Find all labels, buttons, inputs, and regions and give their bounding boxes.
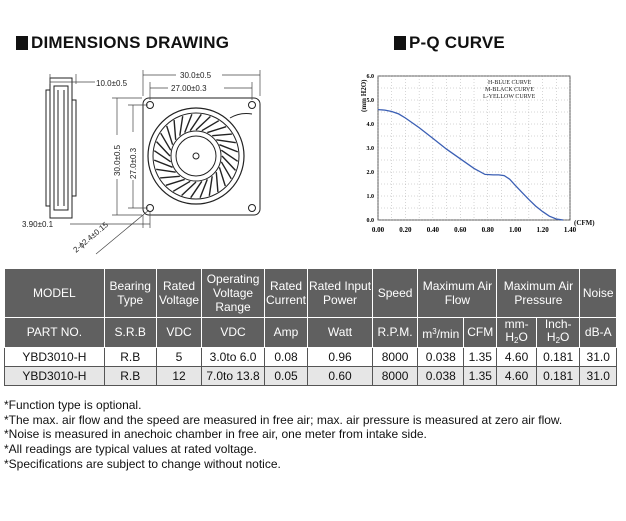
cell-pressure-inch: 0.181: [536, 367, 580, 386]
fan-front-view: [143, 98, 260, 215]
note-line: *Function type is optional.: [4, 398, 142, 412]
dim-inner-height: 27.0±0.3: [129, 147, 138, 179]
x-axis-ticks: [372, 226, 577, 234]
impeller-blade: [180, 116, 183, 136]
x-tick-label: 0.80: [481, 226, 494, 234]
title-square-icon: [16, 36, 28, 50]
impeller-blade: [209, 176, 212, 196]
unit-flow-metric: $m^3/\min$: [418, 318, 464, 348]
unit-current: Amp: [264, 318, 308, 348]
header-speed: Speed: [372, 269, 418, 318]
impeller-blade: [212, 134, 232, 136]
x-tick-label: 0.20: [399, 226, 412, 234]
unit-rated-voltage: VDC: [156, 318, 202, 348]
y-tick-label: 4.0: [366, 122, 374, 128]
cell-operating-voltage: 7.0to 13.8: [202, 367, 264, 386]
pq-curve-title-text: P-Q CURVE: [409, 33, 505, 52]
dimensions-drawing: [0, 60, 340, 260]
dimensions-title: [16, 33, 229, 53]
fan-side-view: [46, 78, 76, 218]
dim-hole-offset: 3.90±0.1: [22, 220, 54, 229]
table-header-row: [5, 269, 617, 318]
cell-flow-metric: 0.038: [418, 348, 464, 367]
unit-bearing: S.R.B: [104, 318, 156, 348]
legend-entry: L-YELLOW CURVE: [483, 94, 536, 100]
cell-speed: 8000: [372, 367, 418, 386]
legend-entry: M-BLACK CURVE: [485, 87, 535, 93]
unit-power: Watt: [308, 318, 372, 348]
cell-speed: 8000: [372, 348, 418, 367]
y-tick-label: 5.0: [366, 98, 374, 104]
table-unit-row: [5, 318, 617, 348]
unit-speed: R.P.M.: [372, 318, 418, 348]
header-bearing-type: Bearing Type: [104, 269, 156, 318]
note-line: *Noise is measured in anechoic chamber in free air, one meter from intake side.: [4, 427, 427, 442]
header-rated-input-power: Rated Input Power: [308, 269, 372, 318]
cell-power: 0.60: [308, 367, 372, 386]
y-tick-label: 1.0: [366, 194, 374, 200]
dim-height: 30.0±0.5: [113, 144, 122, 176]
impeller-blade: [219, 167, 225, 186]
legend-entry: H-BLUE CURVE: [488, 80, 532, 86]
dim-inner-width: 27.00±0.3: [171, 84, 207, 93]
impeller-blade: [191, 181, 202, 197]
unit-operating-voltage: VDC: [202, 318, 264, 348]
impeller-blade: [190, 114, 201, 130]
cell-pressure-mm: 4.60: [497, 348, 536, 367]
cell-bearing: R.B: [104, 348, 156, 367]
unit-noise: dB-A: [580, 318, 617, 348]
impeller-blade: [207, 127, 226, 133]
header-model: MODEL: [5, 269, 105, 318]
impeller-blade: [166, 179, 185, 185]
x-tick-label: 1.20: [536, 226, 549, 234]
y-axis-label: (mm H2O): [360, 79, 368, 112]
impeller-blade: [160, 176, 180, 178]
cell-rated-voltage: 12: [156, 367, 202, 386]
spec-table: [4, 268, 617, 386]
cell-flow-metric: 0.038: [418, 367, 464, 386]
dim-width: 30.0±0.5: [180, 71, 212, 80]
cell-flow-cfm: 1.35: [464, 367, 497, 386]
cell-pressure-mm: 4.60: [497, 367, 536, 386]
header-operating-voltage-range: Operating Voltage Range: [202, 269, 264, 318]
y-tick-label: 0.0: [366, 218, 374, 224]
unit-pressure-inch: Inch-$H_2O$: [536, 318, 580, 348]
header-max-air-pressure: Maximum Air Pressure: [497, 269, 580, 318]
dim-depth: 10.0±0.5: [96, 79, 128, 88]
cell-rated-voltage: 5: [156, 348, 202, 367]
impeller-blade: [216, 140, 236, 143]
note-line: *All readings are typical values at rated voltage.: [4, 442, 257, 457]
unit-pressure-mm: $mm-H_2O$: [497, 318, 536, 348]
cell-noise: 31.0: [580, 348, 617, 367]
cell-flow-cfm: 1.35: [464, 348, 497, 367]
cell-model: YBD3010-H: [5, 367, 105, 386]
table-row: [5, 367, 617, 386]
impeller-blades: [154, 114, 238, 198]
impeller-blade: [167, 126, 173, 145]
impeller-blade: [174, 120, 176, 140]
cell-current: 0.08: [264, 348, 308, 367]
header-noise: Noise: [580, 269, 617, 318]
chart-legend: [483, 80, 536, 100]
note-line: *Specifications are subject to change without notice.: [4, 456, 281, 471]
x-tick-label: 0.00: [371, 226, 385, 234]
header-rated-current: Rated Current: [264, 269, 308, 318]
cell-bearing: R.B: [104, 367, 156, 386]
header-rated-voltage: Rated Voltage: [156, 269, 202, 318]
unit-part-no: PART NO.: [5, 318, 105, 348]
table-row: [5, 348, 617, 367]
x-tick-label: 0.40: [426, 226, 439, 234]
cell-current: 0.05: [264, 367, 308, 386]
pq-chart: [340, 60, 620, 245]
note-line: *The max. air flow and the speed are measured in free air; max. air pressure is measured at zero air flow.: [4, 412, 563, 427]
impeller-blade: [216, 172, 218, 192]
dim-hole: 2-ϕ2.4±0.15: [71, 220, 110, 255]
chart-grid: [378, 76, 570, 220]
x-axis-label: (CFM): [574, 219, 595, 227]
y-tick-label: 6.0: [366, 74, 374, 80]
y-tick-label: 3.0: [366, 146, 374, 152]
x-tick-label: 1.40: [563, 226, 577, 234]
pq-curve-title: [394, 33, 505, 53]
cell-noise: 31.0: [580, 367, 617, 386]
header-max-air-flow: Maximum Air Flow: [418, 269, 497, 318]
impeller-blade: [221, 150, 237, 161]
dimensions-title-text: DIMENSIONS DRAWING: [31, 33, 230, 52]
series-line-h-blue: [378, 110, 563, 220]
impeller-blade: [154, 151, 170, 162]
cell-operating-voltage: 3.0to 6.0: [202, 348, 264, 367]
y-tick-label: 2.0: [366, 170, 374, 176]
cell-model: YBD3010-H: [5, 348, 105, 367]
impeller-blade: [156, 169, 176, 172]
cell-power: 0.96: [308, 348, 372, 367]
unit-flow-cfm: CFM: [464, 318, 497, 348]
cell-pressure-inch: 0.181: [536, 348, 580, 367]
x-tick-label: 0.60: [454, 226, 467, 234]
title-square-icon: [394, 36, 406, 50]
x-tick-label: 1.00: [509, 226, 522, 234]
notes: [4, 398, 562, 472]
